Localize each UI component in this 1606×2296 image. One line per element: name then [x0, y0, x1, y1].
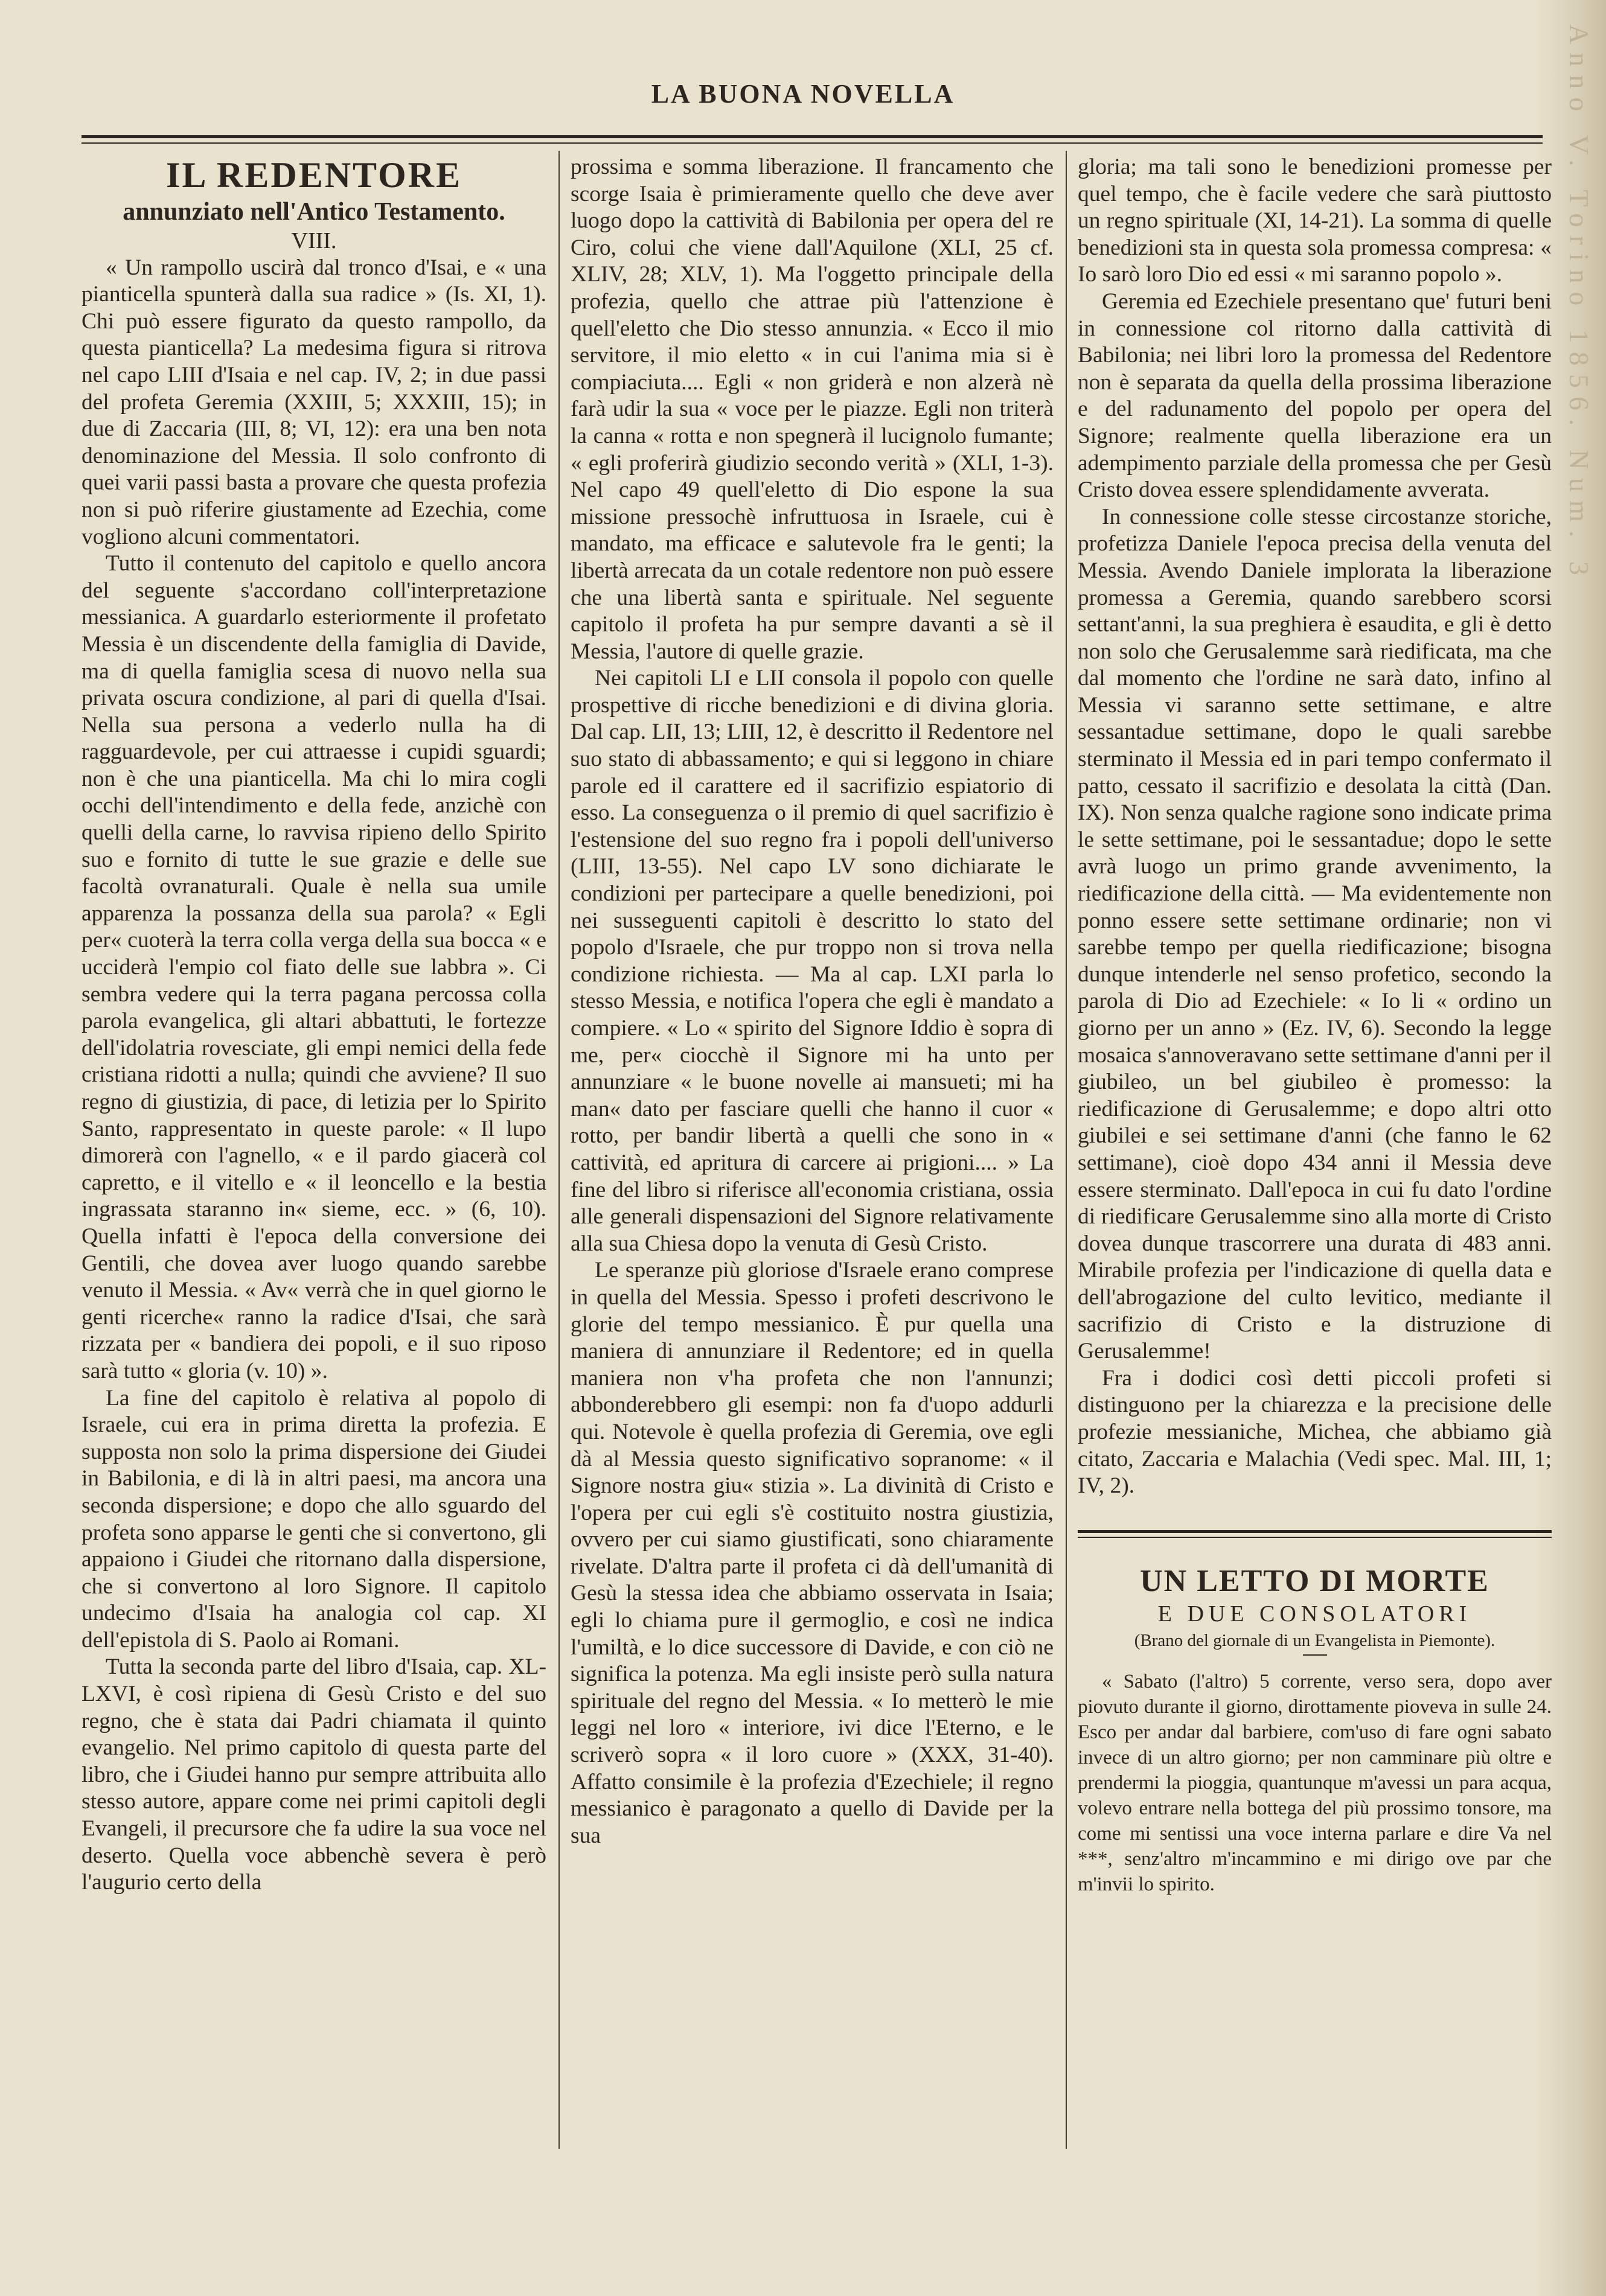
masthead-rule-thin: [82, 142, 1543, 144]
paragraph: Fra i dodici così detti piccoli profeti si distinguono per la chiarezza e la precisione delle profezie messianiche, Michea, che abbiamo già citato, Zaccaria e Malachia (Vedi spec. Mal. III, 1; IV, 2).: [1078, 1365, 1552, 1499]
article2-title: UN LETTO DI MORTE: [1140, 1563, 1489, 1598]
short-dash: [1303, 1654, 1327, 1656]
paragraph: In connessione colle stesse circostanze storiche, profetizza Daniele l'epoca precisa della venuta del Messia. Avendo Daniele implorata la liberazione promessa a Geremia, quando sarebbero scorsi settant'anni, la sua preghiera è esaudita, e gli è detto non solo che Gerusalemme sarà riedificata, ma che dal momento che l'ordine ne sarà dato, infino al Messia vi saranno sette settimane, e altre sessantadue settimane, dopo le quali sarebbe sterminato il Messia ed in pari tempo confermato il patto, cessato il sacrifizio e desolata la città (Dan. IX). Non senza qualche ragione sono indicate prima le sette settimane, poi le sessantadue; dopo le sette avrà luogo un primo grande avvenimento, la riedificazione della città. — Ma evidentemente non ponno essere sette settimane ordinarie; non vi sarebbe tempo per quella riedificazione; bisogna dunque intenderle nel senso profetico, secondo la parola di Dio ad Ezechiele: « Io li « ordino un giorno per un anno » (Ez. IV, 6). Secondo la legge mosaica s'annoveravano sette settimane d'anni per il giubileo, un bel giubileo è promesso: la riedificazione di Gerusalemme; e dopo altri otto giubilei e sei settimane d'anni (che fanno le 62 settimane), cioè dopo 434 anni il Messia deve essere sterminato. Dall'epoca in cui fu dato l'ordine di riedificare Gerusalemme sino alla morte di Cristo dovea dunque trascorrere una durata di 483 anni. Mirabile profezia per l'indicazione di quella data e dell'abrogazione del culto levitico, mediante il sacrifizio di Cristo e la distruzione di Gerusalemme!: [1078, 504, 1552, 1364]
column-2: [571, 154, 1054, 2152]
paragraph: Nei capitoli LI e LII consola il popolo con quelle prospettive di ricche benedizioni e di divina gloria. Dal cap. LII, 13; LIII, 12, è descritto il Redentore nel suo stato di abbassamento; e qui si leggono in chiare parole ed il carattere ed il sacrifizio espiatorio di esso. La conseguenza o il premio di quel sacrifizio è l'estensione del suo regno fra i popoli dell'universo (LIII, 13-55). Nel capo LV sono dichiarate le condizioni per partecipare a quelle benedizioni, poi nei susseguenti capitoli è descritto lo stato del popolo d'Israele, che pur troppo non si trova nella condizione richiesta. — Ma al cap. LXI parla lo stesso Messia, e notifica l'opera che egli è mandato a compiere. « Lo « spirito del Signore Iddio è sopra di me, per« ciocchè il Signore mi ha unto per annunziare « le buone novelle ai mansueti; mi ha man« dato per fasciare quelli che hanno il cuor « rotto, per bandir libertà a quelli che sono in « cattività, ed apritura di carcere ai prigioni.... » La fine del libro si riferisce all'economia cristiana, ossia alle generali dispensazioni del Signore relativamente alla sua Chiesa dopo la venuta di Gesù Cristo.: [571, 666, 1054, 1256]
edge-text: Anno V. Torino 1856. Num. 3: [1564, 24, 1595, 584]
paragraph: prossima e somma liberazione. Il francamento che scorge Isaia è primieramente quello che deve aver luogo dopo la cattività di Babilonia per opera del re Ciro, colui che viene dall'Aquilone (XLI, 25 cf. XLIV, 28; XLV, 1). Ma l'oggetto principale della profezia, quello che attrae più l'attenzione è quell'eletto che Dio stesso annunzia. « Ecco il mio servitore, il mio eletto « in cui l'anima mia si è compiaciuta.... Egli « non griderà e non alzerà nè farà udir la sua « voce per le piazze. Egli non triterà la canna « rotta e non spegnerà il lucignolo fumante; « egli proferirà giudizio secondo verità » (XLI, 1-3). Nel capo 49 quell'eletto di Dio espone la sua missione pressochè infruttuosa in Israele, cui è mandato, ma efficace e salutevole fra le genti; la libertà arrecata da un cotale redentore non può essere che una libertà santa e spirituale. Nel seguente capitolo il profeta ha pur sempre davanti a sè il Messia, l'autore di quelle grazie.: [571, 155, 1054, 664]
masthead: LA BUONA NOVELLA: [651, 79, 955, 109]
paragraph: Tutto il contenuto del capitolo e quello ancora del seguente s'accordano coll'interpretazione messianica. A guardarlo esteriormente il profetato Messia è un discendente della famiglia di Davide, ma di quella famiglia scesa di nuovo nella sua privata oscura condizione, al pari di quella d'Isai. Nella sua persona a vederlo nulla ha di ragguardevole, per cui attraesse i cupidi sguardi; non è che una pianticella. Ma chi lo mira cogli occhi dell'intendimento e della fede, anzichè con quelli della carne, lo ravvisa ripieno dello Spirito suo e fornito di tutte le sue grazie e delle sue facoltà ovranaturali. Quale è nella sua umile apparenza la possanza della sua parola? « Egli per« cuoterà la terra colla verga della sua bocca « e ucciderà l'empio col fiato delle sue labbra ». Ci sembra vedere qui la terra pagana percossa colla parola evangelica, gli altari abbattuti, le fortezze dell'idolatria rovesciate, gli empi nemici della fede cristiana ridotti a nulla; quindi che avviene? Il suo regno di giustizia, di pace, di letizia per lo Spirito Santo, rappresentato in queste parole: « Il lupo dimorerà con l'agnello, « e il pardo giacerà col capretto, e il vitello e « il leoncello e la bestia ingrassata staranno in« sieme, ecc. » (6, 10). Quella infatti è l'epoca della conversione dei Gentili, che dovea aver luogo quando sarebbe venuto il Messia. « Av« verrà che in quel giorno le genti ricerche« ranno la radice d'Isai, che sarà rizzata per « bandiera dei popoli, e il suo riposo sarà tutto « gloria (v. 10) ».: [82, 551, 546, 1383]
article-separator: [1078, 1530, 1552, 1533]
paragraph: « Un rampollo uscirà dal tronco d'Isai, e « una pianticella spunterà dalla sua radice » (Is. XI, 1). Chi può essere figurato da questo rampollo, da questa pianticella? La medesima figura si ritrova nel capo LIII d'Isaia e nel cap. IV, 2; in due passi del profeta Geremia (XXIII, 5; XXXIII, 15); in due di Zaccaria (III, 8; VI, 12): era una ben nota denominazione del Messia. Il solo confronto di quei varii passi basta a provare che questa profezia non si può riferire giustamente ad Ezechia, come vogliono alcuni commentatori.: [82, 255, 546, 549]
paragraph: La fine del capitolo è relativa al popolo di Israele, cui era in prima diretta la profezia. E supposta non solo la prima dispersione dei Giudei in Babilonia, e di là in altri paesi, ma ancora una seconda dispersione; e dopo che allo sguardo del profeta sono apparse le genti che si convertono, gli appaiono i Giudei che ritornano dalla dispersione, che si convertono al loro Signore. Il capitolo undecimo d'Isaia ha analogia col cap. XI dell'epistola di S. Paolo ai Romani.: [82, 1385, 546, 1653]
article-number: VIII.: [291, 228, 337, 254]
paragraph: Tutta la seconda parte del libro d'Isaia, cap. XL-LXVI, è così ripiena di Gesù Cristo e del suo regno, che è stata dai Padri chiamata il quinto evangelio. Nel primo capitolo di questa parte del libro, che i Giudei hanno pur sempre attribuita allo stesso autore, appare come nei primi capitoli degli Evangeli, il precursore che fa udire la sua voce nel deserto. Quella voce abbenchè severa è però l'augurio certo della: [82, 1654, 546, 1895]
article-subtitle: annunziato nell'Antico Testamento.: [123, 198, 505, 226]
article-title: IL REDENTORE: [165, 155, 462, 195]
column-1: [82, 154, 546, 2152]
article-separator-thin: [1078, 1537, 1552, 1538]
paragraph: « Sabato (l'altro) 5 corrente, verso sera, dopo aver piovuto durante il giorno, dirottamente pioveva in sulle 24. Esco per andar dal barbiere, com'uso di fare ogni sabato invece di un altro giorno; per non camminare più oltre e prendermi la pioggia, quantunque m'avessi un para acqua, volevo entrare nella bottega del più prossimo tonsore, ma come mi sentissi una voce interna parlare e dire Va nel ***, senz'altro m'incammino e mi dirigo ove par che m'invii lo spirito.: [1078, 1670, 1552, 1895]
column-divider-1: [558, 151, 560, 2149]
paragraph: Geremia ed Ezechiele presentano que' futuri beni in connessione col ritorno dalla cattività di Babilonia; nei libri loro la promessa del Redentore non è separata da quella della prossima liberazione e del radunamento del popolo per opera del Signore; realmente quella liberazione era un adempimento parziale della promessa che per Gesù Cristo dovea essere splendidamente avverata.: [1078, 289, 1552, 503]
masthead-rule: [82, 135, 1543, 138]
paragraph: Le speranze più gloriose d'Israele erano comprese in quella del Messia. Spesso i profeti descrivono le glorie del tempo messianico. È pur quella una maniera di annunziare il Redentore; ed in quella maniera non v'ha profeta che non l'annunzi; abbonderebbero gli esempi: non fa d'uopo addurli qui. Notevole è quella profezia di Geremia, ove egli dà al Messia questo significativo sopranome: « il Signore nostra giu« stizia ». La divinità di Cristo e l'opera per cui egli s'è costituito nostra giustizia, ovvero per cui siamo giustificati, sono chiaramente rivelate. D'altra parte il profeta ci dà dell'umanità di Gesù la stessa idea che abbiamo osservata in Isaia; egli lo chiama pure il germoglio, e così ne indica l'umiltà, e lo dice successore di Davide, e con ciò ne significa la potenza. Ma egli insiste però sulla natura spirituale del regno del Messia. « Io metterò le mie leggi nel loro « interiore, ivi dice l'Eterno, e le scriverò sopra « il loro cuore » (XXX, 31-40). Affatto consimile è la profezia d'Ezechiele; il regno messianico è paragonato a quello di Davide per la sua: [571, 1258, 1054, 1848]
paragraph: gloria; ma tali sono le benedizioni promesse per quel tempo, che è facile vedere che sarà piuttosto un regno spirituale (XI, 14-21). La somma di quelle benedizioni sta in questa sola promessa compresa: « Io sarò loro Dio ed essi « mi saranno popolo ».: [1078, 155, 1552, 287]
column-3: [1078, 154, 1552, 2152]
article2-source: (Brano del giornale di un Evangelista in Piemonte).: [1134, 1631, 1496, 1651]
article2-subtitle: E DUE CONSOLATORI: [1157, 1601, 1472, 1627]
column-divider-2: [1066, 151, 1067, 2149]
